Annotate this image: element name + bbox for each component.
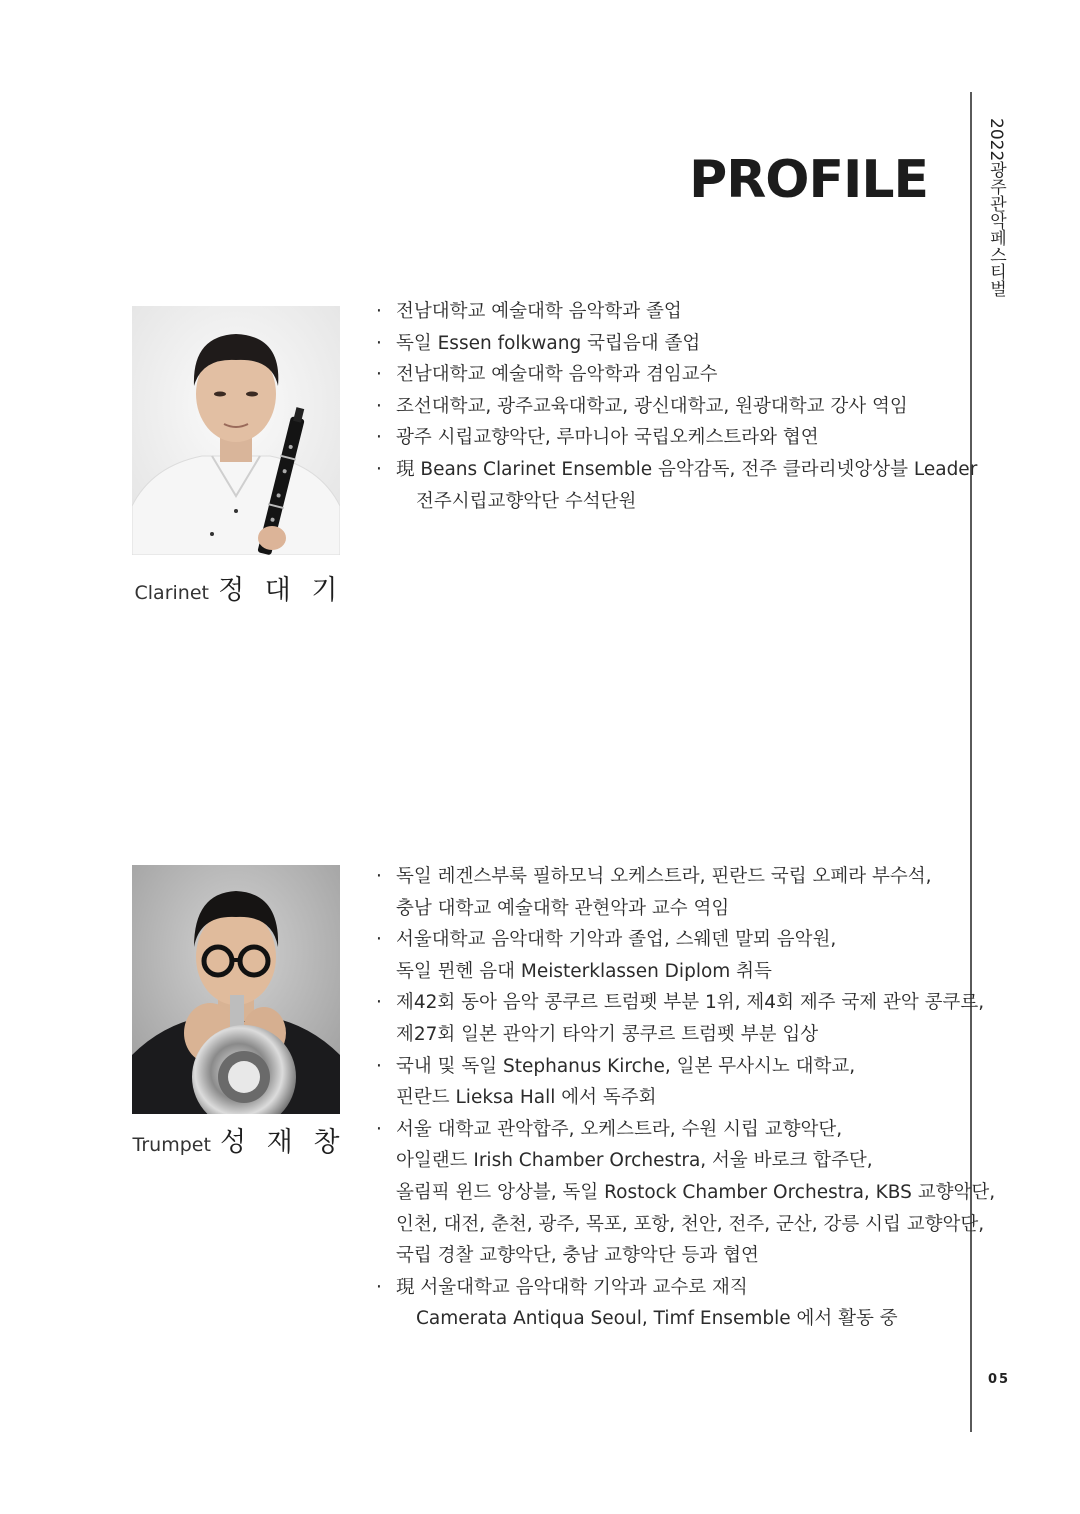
list-item-continuation: 국립 경찰 교향악단, 충남 교향악단 등과 협연 [396, 1245, 759, 1267]
bullet-icon: · [376, 1055, 382, 1077]
bullet-icon: · [376, 929, 382, 951]
list-item: · 독일 레겐스부룩 필하모닉 오케스트라, 핀란드 국립 오페라 부수석, [376, 861, 995, 893]
list-item: · 전남대학교 예술대학 음악학과 겸임교수 [376, 359, 977, 391]
performer-name: 정 대 기 [218, 575, 344, 606]
bullet-icon: · [376, 332, 382, 354]
list-item: · 독일 Essen folkwang 국립음대 졸업 [376, 328, 977, 360]
bullet-icon: · [376, 866, 382, 887]
bullet-icon: · [376, 395, 382, 417]
list-item: · 서울 대학교 관악합주, 오케스트라, 수원 시립 교향악단, [376, 1114, 995, 1146]
list-item-continuation: 아일랜드 Irish Chamber Orchestra, 서울 바로크 합주단, [396, 1150, 873, 1172]
list-item-continuation: 제27회 일본 관악기 타악기 콩쿠르 트럼펫 부분 입상 [396, 1023, 819, 1045]
list-item-continuation: 올림픽 윈드 앙상블, 독일 Rostock Chamber Orchestra, KBS 교향악단, [396, 1181, 996, 1203]
festival-label: 2022광주관악페스티벌 [986, 118, 1006, 298]
list-item-continuation: 충남 대학교 예술대학 관현악과 교수 역임 [396, 897, 730, 919]
bullet-icon: · [376, 1118, 382, 1140]
list-item-continuation: 독일 뮌헨 음대 Meisterklassen Diplom 취득 [396, 960, 772, 982]
list-item: · 서울대학교 음악대학 기악과 졸업, 스웨덴 말뫼 음악원, [376, 924, 995, 956]
list-item: · 現 서울대학교 음악대학 기악과 교수로 재직 [376, 1272, 995, 1304]
clarinet-player-photo [132, 306, 340, 555]
bullet-icon: · [376, 458, 382, 480]
bullet-icon: · [376, 1276, 382, 1298]
list-item: · 제42회 동아 음악 콩쿠르 트럼펫 부분 1위, 제4회 제주 국제 관악 콩쿠르, [376, 987, 995, 1019]
bullet-icon: · [376, 427, 382, 449]
list-item-continuation: Camerata Antiqua Seoul, Timf Ensemble 에서 활동 중 [416, 1308, 898, 1330]
page-number: 05 [988, 1372, 1011, 1387]
list-item-continuation: 핀란드 Lieksa Hall 에서 독주회 [396, 1087, 657, 1109]
bullet-icon: · [376, 364, 382, 386]
list-item-continuation: 인천, 대전, 춘천, 광주, 목포, 포항, 천안, 전주, 군산, 강릉 시립 교향악단, [396, 1213, 985, 1235]
trumpet-caption [132, 1120, 346, 1159]
performer-name: 성 재 창 [220, 1127, 346, 1158]
clarinet-caption [132, 568, 346, 607]
clarinet-bio-list [376, 296, 977, 517]
instrument-label: Clarinet [134, 582, 209, 604]
list-item: · 전남대학교 예술대학 음악학과 졸업 [376, 296, 977, 328]
list-item: · 광주 시립교향악단, 루마니아 국립오케스트라와 협연 [376, 422, 977, 454]
list-item: · 現 Beans Clarinet Ensemble 음악감독, 전주 클라리넷앙상블 Leader [376, 454, 977, 486]
list-item-continuation: 전주시립교향악단 수석단원 [416, 490, 637, 512]
instrument-label: Trumpet [132, 1134, 211, 1156]
page-title: PROFILE [689, 150, 928, 210]
trumpet-player-photo [132, 865, 340, 1114]
trumpet-bio-list [376, 861, 995, 1335]
bullet-icon: · [376, 301, 382, 322]
list-item: · 국내 및 독일 Stephanus Kirche, 일본 무사시노 대학교, [376, 1051, 995, 1083]
list-item: · 조선대학교, 광주교육대학교, 광신대학교, 원광대학교 강사 역임 [376, 391, 977, 423]
bullet-icon: · [376, 992, 382, 1014]
